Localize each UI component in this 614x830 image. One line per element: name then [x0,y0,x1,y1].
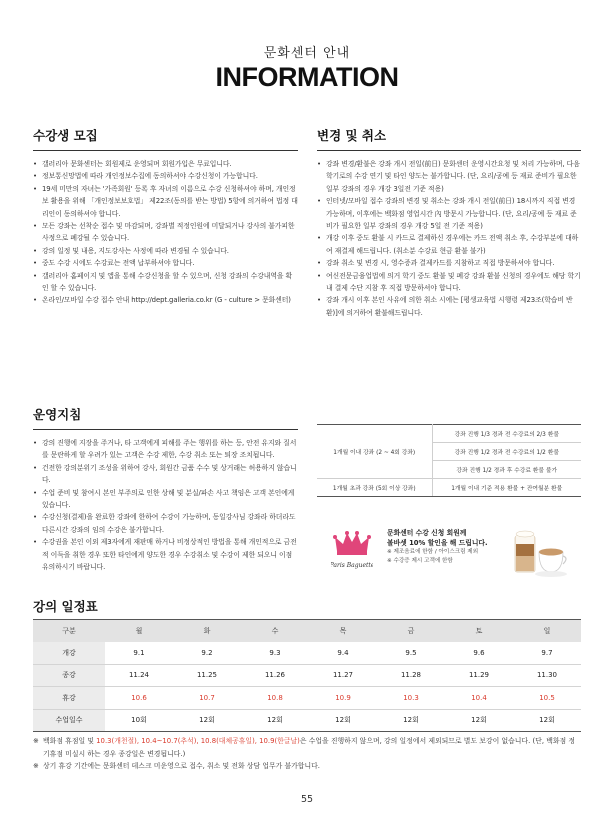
schedule-table [33,619,581,732]
list-item: • 중도 수강 시에도 수강료는 전액 납부하셔야 합니다. [33,257,298,269]
cell: 10.7 [173,687,241,709]
schedule-title: 강의 일정표 [33,599,98,614]
cell: 10회 [105,709,173,731]
page-number: 55 [300,794,314,805]
cell: 11.27 [309,664,377,686]
cell: 10.9 [309,687,377,709]
list-item: • 19세 미만의 자녀는 '가족회원' 등록 후 자녀의 이름으로 수강 신청하셔야 하며, 개인정보 활용을 위해 「개인정보보호법」 제22조(동의를 받는 방법) 5항에 의거하여 법정 대리인이 동의하셔야 합니다. [33,183,298,220]
cell: 11.30 [513,664,581,686]
operation-list [33,437,298,573]
cell: 10.3 [377,687,445,709]
list-item: • 강의 진행에 지장을 주거나, 타 고객에게 피해를 주는 행위를 하는 등, 안전 유지와 질서를 문란하게 할 우려가 있는 고객은 수강 제한, 수강 취소 또는 퇴장 조치됩니다. [33,437,298,462]
refund-row: 강좌 진행 1/3 경과 전 수강료의 2/3 환불 [432,425,581,443]
schedule-row-start [33,642,581,664]
cell: 9.6 [445,642,513,664]
schedule-day: 목 [309,620,377,642]
refund-row: 강좌 진행 1/2 경과 후 수강료 환불 불가 [432,461,581,479]
schedule-row-sessions [33,709,581,731]
cell: 10.5 [513,687,581,709]
note-text: 은 수업을 진행하지 않으며, 강의 일정에서 제외되므로 별도 보강이 없습니다. (단, 백화점 정기휴점 미실시 하는 경우 종강일은 변경됩니다.) [43,737,576,758]
promo-note: ※ 수강증 제시 고객에 한함 [387,557,453,564]
schedule-row-end [33,664,581,686]
cell: 9.4 [309,642,377,664]
cell: 9.7 [513,642,581,664]
list-item: • 갤러리아 문화센터는 회원제로 운영되며 회원가입은 무료입니다. [33,158,298,170]
note-holiday [33,735,581,760]
registration-section [33,126,298,307]
cell: 12회 [377,709,445,731]
cell: 12회 [513,709,581,731]
cell: 11.25 [173,664,241,686]
list-item: • 강의 일정 및 내용, 지도강사는 사정에 따라 변경될 수 있습니다. [33,245,298,257]
cell: 11.26 [241,664,309,686]
list-item: • 갤러리아 홈페이지 및 앱을 통해 수강신청을 할 수 있으며, 신청 강좌의 수강내역을 확인 할 수 있습니다. [33,270,298,295]
list-item: • 강좌 변경/환불은 강좌 개시 전일(前日) 문화센터 운영시간요청 및 처리 가능하며, 다음 학기로의 수강 연기 및 타인 양도는 불가합니다. (단, 요리/공예 등 재료 준비가 필요한 일부 강좌의 경우 개강 3일전 기준 적용) [317,158,581,195]
cell: 11.29 [445,664,513,686]
note-text: 상기 휴강 기간에는 문화센터 데스크 미운영으로 접수, 취소 및 전화 상담 업무가 불가합니다. [43,762,320,771]
changes-section [317,126,581,319]
schedule-day: 수 [241,620,309,642]
cell: 9.1 [105,642,173,664]
refund-table [317,424,581,497]
schedule-day: 토 [445,620,513,642]
cell: 9.3 [241,642,309,664]
page-subtitle: 문화센터 안내 [263,46,351,61]
online-signup-item[interactable]: • 온라인/모바일 수강 접수 안내 http://dept.galleria.co.kr (G - culture > 문화센터) [33,294,298,306]
schedule-header-row [33,620,581,642]
operation-section [33,405,298,573]
list-item: • 정보통신망법에 따라 개인정보수집에 동의하셔야 수강신청이 가능합니다. [33,170,298,182]
note-mark: ※ [33,737,39,745]
promo-note: ※ 제조음료에 한함 / 아이스크림 제외 [387,549,479,555]
list-item: • 인터넷/모바일 접수 강좌의 변경 및 취소는 강좌 개시 전일(前日) 18시까지 직접 변경 가능하며, 이후에는 백화점 영업시간 內 방문시 가능합니다. (단, 요리/공예 등 재료 준비가 필요한 일부 강좌의 경우 개강 5일 전 기준 적용) [317,195,581,232]
row-label: 수업일수 [33,709,105,731]
cell: 12회 [173,709,241,731]
cell: 9.2 [173,642,241,664]
cell: 10.6 [105,687,173,709]
cell: 9.5 [377,642,445,664]
cell: 11.28 [377,664,445,686]
schedule-day: 화 [173,620,241,642]
schedule-day: 월 [105,620,173,642]
cell: 10.8 [241,687,309,709]
note-desk [33,760,581,773]
cell: 11.24 [105,664,173,686]
operation-title: 운영지침 [33,405,298,430]
promo-banner [317,519,581,584]
schedule-row-holiday [33,687,581,709]
list-item: • 강좌 개시 이후 본인 사유에 의한 취소 시에는 [평생교육법 시행령 제23조(학습비 반환)]에 의거하여 환불해드립니다. [317,294,581,319]
changes-title: 변경 및 취소 [317,126,581,151]
row-label: 휴강 [33,687,105,709]
refund-group1-label: 1개월 이내 강좌 (2 ~ 4회 강좌) [317,425,432,479]
note-holiday-dates: 10.3(개천절), 10.4~10.7(추석), 10.8(대체공휴일), 10.9(한글날) [96,737,300,745]
refund-group2-label: 1개월 초과 강좌 (5회 이상 강좌) [317,479,432,497]
list-item: • 수강신청(결제)을 완료한 강좌에 한하여 수강이 가능하며, 동일강사님 강좌라 하더라도 다른시간 강좌의 임의 수강은 불가합니다. [33,511,298,536]
cell: 12회 [309,709,377,731]
refund-row: 1개월 이내 기준 적용 환불 + 잔여월분 환불 [432,479,581,497]
schedule-header-label: 구분 [33,620,105,642]
list-item: • 강좌 취소 및 변경 시, 영수증과 결제카드를 지참하고 직접 방문하셔야 합니다. [317,257,581,269]
refund-table-wrap [317,424,581,497]
list-item: • 건전한 강의분위기 조성을 위하여 강사, 회원간 금품 수수 및 상거래는 허용하지 않습니다. [33,462,298,487]
promo-text [387,528,512,565]
cell: 10.4 [445,687,513,709]
promo-line1: 문화센터 수강 신청 회원께 [387,529,467,537]
row-label: 종강 [33,664,105,686]
list-item: • 여신전문금융업법에 의거 학기 중도 환불 및 폐강 강좌 환불 신청의 경우에도 해당 학기 내 결제 수단 지참 후 직접 방문하셔야 합니다. [317,270,581,295]
registration-title: 수강생 모집 [33,126,298,151]
list-item: • 모든 강좌는 선착순 접수 및 마감되며, 강좌별 적정인원에 미달되거나 강사의 불가피한 사정으로 폐강될 수 있습니다. [33,220,298,245]
list-item: • 수강권을 본인 이외 제3자에게 재판매 하거나 비정상적인 방법을 통해 개인적으로 금전적 이득을 취한 경우 또한 타인에게 양도한 경우 수강취소 및 수강이 제한 되오니 이점 유의하시기 바랍니다. [33,536,298,573]
svg-text:Paris Baguette: Paris Baguette [331,562,373,569]
coffee-drinks-image [509,522,569,580]
schedule-day: 금 [377,620,445,642]
row-label: 개강 [33,642,105,664]
page-title: INFORMATION [215,62,399,92]
schedule-day: 일 [513,620,581,642]
promo-line2: 볼바셋 10% 할인을 해 드립니다. [387,539,488,547]
refund-row: 강좌 진행 1/2 경과 전 수강료의 1/2 환불 [432,443,581,461]
note-text: 백화점 휴점일 및 [43,737,97,745]
schedule-notes [33,735,581,773]
note-mark: ※ [33,762,39,771]
list-item: • 개강 이후 중도 환불 시 카드로 결제하신 경우에는 카드 전액 취소 후, 수강부분에 대하여 재결제 해드립니다. (취소분 수강료 현금 환불 불가) [317,232,581,257]
list-item: • 수업 준비 및 참여시 본인 부주의로 인한 상해 및 분실/파손 사고 책임은 고객 본인에게 있습니다. [33,487,298,512]
changes-list [317,158,581,319]
registration-list [33,158,298,307]
cell: 12회 [445,709,513,731]
cell: 12회 [241,709,309,731]
paris-baguette-logo [331,527,373,571]
